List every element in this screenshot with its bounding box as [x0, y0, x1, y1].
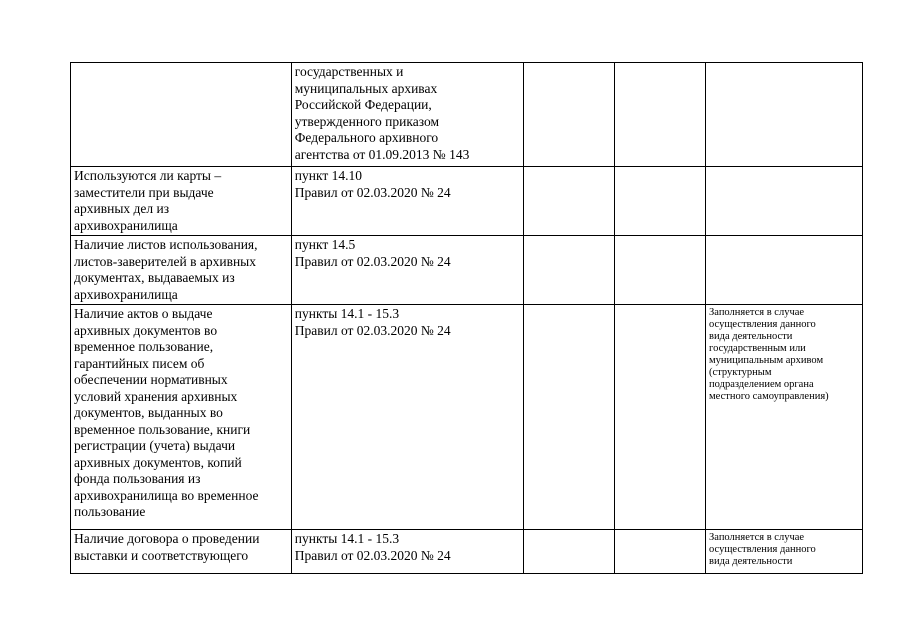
table-row: [71, 167, 863, 236]
reference-text: пункт 14.10 Правил от 02.03.2020 № 24: [294, 168, 451, 200]
reference-cell: [291, 167, 523, 236]
criterion-cell: [71, 236, 292, 305]
note-cell: [706, 530, 863, 574]
note-text: Заполняется в случае осуществления данного вида деятельности государственным или муниципальным архивом (структурным подразделением органа местного самоуправления): [709, 307, 829, 402]
answer-cell: [615, 530, 706, 574]
answer-cell: [524, 305, 615, 530]
criterion-cell: [71, 530, 292, 574]
criterion-text: Наличие листов использования, листов-заверителей в архивных документах, выдаваемых из архивохранилища: [74, 237, 258, 302]
note-text: [709, 237, 859, 238]
reference-cell: [291, 305, 523, 530]
inspection-table: [70, 62, 863, 574]
note-cell: [706, 305, 863, 530]
reference-cell: [291, 530, 523, 574]
answer-cell: [615, 63, 706, 167]
note-text: [709, 64, 859, 65]
answer-cell: [615, 236, 706, 305]
answer-cell: [524, 63, 615, 167]
answer-cell: [615, 305, 706, 530]
table-row: [71, 236, 863, 305]
reference-text: пункты 14.1 - 15.3 Правил от 02.03.2020 № 24: [294, 306, 451, 338]
table-row: [71, 63, 863, 167]
reference-text: пункты 14.1 - 15.3 Правил от 02.03.2020 № 24: [294, 531, 451, 563]
note-cell: [706, 63, 863, 167]
note-text: Заполняется в случае осуществления данного вида деятельности: [709, 532, 816, 567]
note-text: [709, 168, 859, 169]
criterion-text: Наличие договора о проведении выставки и соответствующего: [74, 531, 260, 563]
answer-cell: [524, 167, 615, 236]
answer-cell: [524, 236, 615, 305]
reference-cell: [291, 236, 523, 305]
note-cell: [706, 236, 863, 305]
answer-cell: [524, 530, 615, 574]
answer-cell: [615, 167, 706, 236]
table-row: [71, 305, 863, 530]
criterion-cell: [71, 63, 292, 167]
note-cell: [706, 167, 863, 236]
reference-text: государственных и муниципальных архивах Российской Федерации, утвержденного приказом Федерального архивного агентства от 01.09.2013 № 143: [294, 64, 470, 162]
table-row: [71, 530, 863, 574]
reference-text: пункт 14.5 Правил от 02.03.2020 № 24: [294, 237, 451, 269]
reference-cell: [291, 63, 523, 167]
criterion-text: Наличие актов о выдаче архивных документов во временное пользование, гарантийных писем об обеспечении нормативных условий хранения архивных документов, выданных во временное пользование, книги регистрации (учета) выдачи архивных документов, копий фонда пользования из архивохранилища во временное пользование: [74, 306, 259, 519]
criterion-cell: [71, 167, 292, 236]
criterion-text: Используются ли карты – заместители при выдаче архивных дел из архивохранилища: [74, 168, 222, 233]
criterion-cell: [71, 305, 292, 530]
